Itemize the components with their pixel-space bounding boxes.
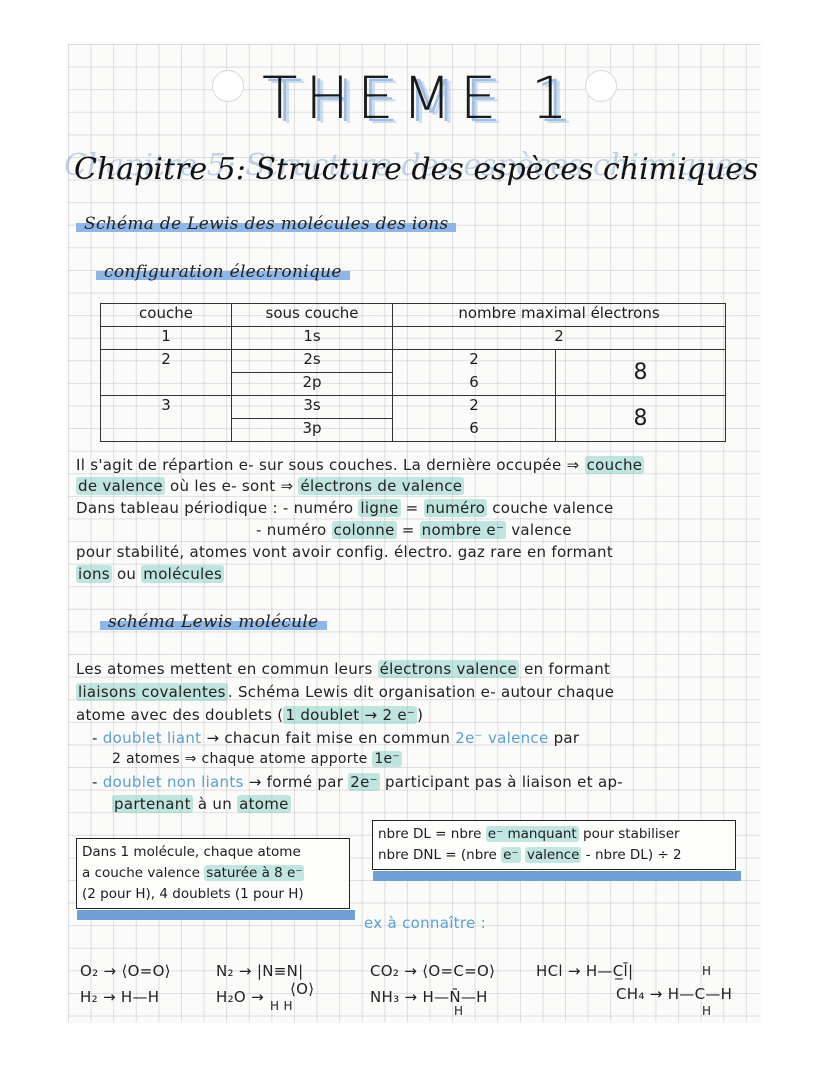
highlight-numero: numéro	[425, 499, 486, 517]
h2o-lewis-bottom: H H	[270, 999, 293, 1013]
highlight-1e: 1e⁻	[374, 751, 401, 767]
p1-line-5: pour stabilité, atomes vont avoir config. électro. gaz rare en formant	[76, 543, 614, 561]
section-title: Schéma de Lewis des molécules des ions	[76, 214, 456, 234]
header-sous-couche: sous couche	[232, 304, 393, 327]
bullet-doublet-non-liant-line-2	[112, 795, 291, 813]
h2o-lewis-top: ⟨O⟩	[290, 980, 315, 998]
count-2s: 2	[393, 350, 556, 373]
highlight-molecules: molécules	[143, 565, 223, 583]
example-co2	[370, 962, 495, 980]
text: . Schéma Lewis dit organisation e- autour chaque	[227, 683, 615, 701]
text: =	[400, 499, 424, 517]
count-2p: 6	[393, 373, 556, 396]
example-o2	[80, 962, 171, 980]
couche-2: 2	[101, 350, 232, 396]
text: Les atomes mettent en commun leurs	[76, 660, 378, 678]
lewis-structure: H—C̲l̄|	[585, 962, 634, 980]
binder-hole-right	[585, 70, 617, 102]
subsection-lewis: schéma Lewis molécule	[100, 612, 327, 632]
term-2e-valence: 2e⁻ valence	[455, 729, 549, 747]
chapter-title: Chapitre 5: Structure des espèces chimiques	[74, 152, 759, 187]
formula: H₂O →	[216, 988, 264, 1006]
highlight-atome: atome	[239, 795, 289, 813]
total-couche-2: 8	[556, 350, 726, 396]
highlight-valence: valence	[526, 847, 580, 863]
bullet-doublet-liant	[92, 729, 579, 747]
highlight-electrons-valence: électrons valence	[379, 660, 518, 678]
sous-couche-2p: 2p	[232, 373, 393, 396]
highlight-2e: 2e⁻	[350, 773, 378, 791]
lewis-structure: |N≡N|	[256, 962, 304, 980]
text: en formant	[519, 660, 611, 678]
text: - numéro	[256, 521, 332, 539]
examples-label: ex à connaître :	[364, 914, 486, 932]
page-title: THEME 1	[262, 64, 576, 132]
subsection-config: configuration électronique	[96, 262, 350, 282]
box-shadow-decoration	[77, 910, 355, 920]
formula: H₂ →	[80, 988, 116, 1006]
lewis-structure: H—H	[120, 988, 160, 1006]
ch4-lewis-top: H	[702, 964, 712, 978]
text: a couche valence	[82, 865, 205, 881]
text: nbre DL = nbre	[378, 826, 486, 842]
text: ou	[111, 565, 142, 583]
highlight-electrons-valence: électrons de valence	[300, 477, 463, 495]
text: )	[417, 706, 424, 724]
p2-line-2	[76, 683, 614, 701]
example-nh3	[370, 988, 488, 1006]
highlight-colonne: colonne	[333, 521, 395, 539]
box-shadow-decoration	[373, 871, 741, 881]
sous-couche-2s: 2s	[232, 350, 393, 373]
example-hcl	[536, 962, 633, 980]
highlight-liaisons-covalentes: liaisons covalentes	[78, 683, 226, 701]
p2-line-3	[76, 706, 423, 724]
box-line-2	[378, 845, 730, 866]
p2-line-1	[76, 660, 610, 678]
formula: NH₃ →	[370, 988, 418, 1006]
sous-couche-1s: 1s	[232, 327, 393, 350]
count-3p: 6	[393, 419, 556, 442]
text: =	[396, 521, 420, 539]
count-1s: 2	[393, 327, 726, 350]
formula: CO₂ →	[370, 962, 418, 980]
bullet-doublet-non-liant	[92, 773, 623, 791]
text: participant pas à liaison et ap-	[379, 773, 623, 791]
example-h2	[80, 988, 159, 1006]
text: 2 atomes ⇒ chaque atome apporte	[112, 751, 373, 767]
couche-1: 1	[101, 327, 232, 350]
sous-couche-3s: 3s	[232, 396, 393, 419]
highlight-e-manquant: e⁻ manquant	[487, 826, 577, 842]
box-line-1: Dans 1 molécule, chaque atome	[82, 844, 301, 860]
highlight-nombre-e: nombre e⁻	[421, 521, 505, 539]
ch4-lewis-bottom: H	[702, 1004, 712, 1018]
p1-line-2	[76, 477, 464, 495]
box-line-1	[378, 824, 730, 845]
bullet-dash: -	[92, 773, 103, 791]
count-3s: 2	[393, 396, 556, 419]
text: à un	[192, 795, 238, 813]
highlight-saturee: saturée à 8 e⁻	[206, 865, 303, 881]
lewis-structure: H—N̄—H	[422, 988, 488, 1006]
electron-config-table	[100, 303, 726, 442]
lewis-structure: ⟨O=C=O⟩	[422, 962, 496, 980]
lewis-structure: H—C—H	[667, 985, 733, 1003]
formula: CH₄ →	[616, 985, 663, 1003]
text: par	[548, 729, 580, 747]
header-max-electrons: nombre maximal électrons	[393, 304, 726, 327]
text: - nbre DL) ÷ 2	[581, 847, 682, 863]
highlight-partenant: partenant	[114, 795, 191, 813]
highlight-couche: couche	[586, 456, 643, 474]
text: Dans tableau périodique : - numéro	[76, 499, 359, 517]
p1-line-4	[256, 521, 572, 539]
box-line-3: (2 pour H), 4 doublets (1 pour H)	[82, 886, 304, 902]
nh3-lewis-bottom: H	[454, 1004, 464, 1018]
text: pour stabiliser	[578, 826, 680, 842]
highlight-doublet-def: 1 doublet → 2 e⁻	[285, 706, 416, 724]
p1-line-6	[76, 565, 224, 583]
sous-couche-3p: 3p	[232, 419, 393, 442]
bullet-dash: -	[92, 729, 103, 747]
total-couche-3: 8	[556, 396, 726, 442]
text: → formé par	[243, 773, 349, 791]
term-doublet-non-liant: doublet non liants	[102, 773, 244, 791]
couche-3: 3	[101, 396, 232, 442]
bullet-doublet-liant-line-2	[112, 751, 402, 767]
text: où les e- sont ⇒	[164, 477, 299, 495]
text: → chacun fait mise en commun	[201, 729, 456, 747]
text: Il s'agit de répartion e- sur sous couches. La dernière occupée ⇒	[76, 456, 585, 474]
highlight-ions: ions	[78, 565, 110, 583]
example-h2o	[216, 988, 264, 1006]
highlight-ligne: ligne	[360, 499, 399, 517]
text: couche valence	[487, 499, 614, 517]
term-doublet-liant: doublet liant	[102, 729, 202, 747]
box-line-2	[82, 863, 344, 884]
highlight-valence: de valence	[78, 477, 163, 495]
example-ch4	[616, 985, 732, 1003]
text: nbre DNL = (nbre	[378, 847, 502, 863]
header-couche: couche	[101, 304, 232, 327]
lewis-structure: ⟨O=O⟩	[121, 962, 171, 980]
formula: HCl →	[536, 962, 581, 980]
p1-line-3	[76, 499, 614, 517]
text: atome avec des doublets (	[76, 706, 284, 724]
highlight-e: e⁻	[503, 847, 519, 863]
binder-hole-left	[212, 70, 244, 102]
text: valence	[506, 521, 572, 539]
formula: N₂ →	[216, 962, 252, 980]
p1-line-1	[76, 456, 644, 474]
example-n2	[216, 962, 303, 980]
saturation-rule-box	[76, 838, 350, 909]
doublet-formula-box	[372, 820, 736, 870]
formula: O₂ →	[80, 962, 117, 980]
